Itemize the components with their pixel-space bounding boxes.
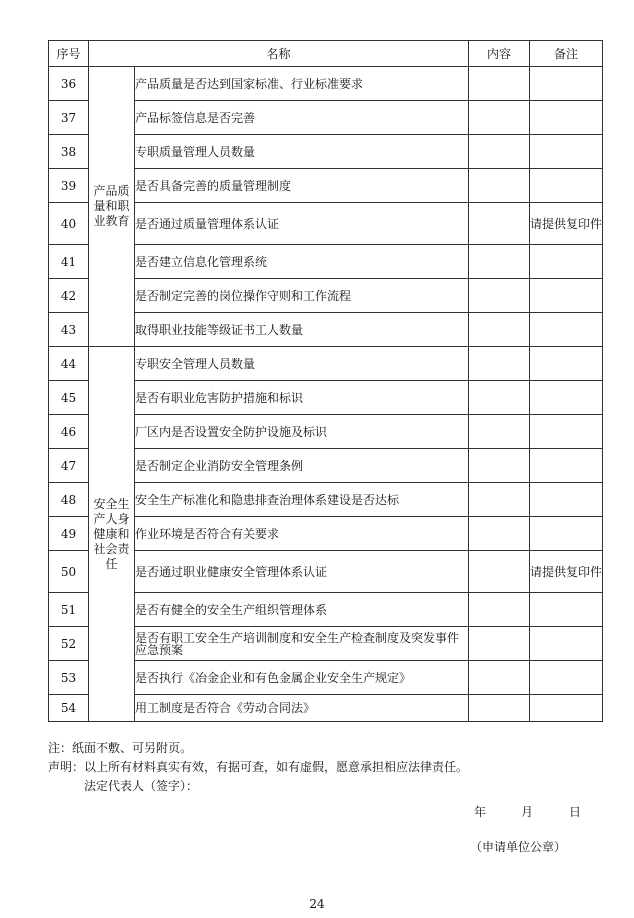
row-item: 取得职业技能等级证书工人数量 xyxy=(135,313,469,347)
row-number: 51 xyxy=(49,593,89,627)
content-cell xyxy=(469,203,530,245)
content-cell xyxy=(469,169,530,203)
footer-note: 注：纸面不敷、可另附页。 xyxy=(48,741,193,755)
row-item: 产品标签信息是否完善 xyxy=(135,101,469,135)
row-number: 53 xyxy=(49,661,89,695)
content-cell xyxy=(469,347,530,381)
row-number: 52 xyxy=(49,627,89,661)
content-cell xyxy=(469,593,530,627)
content-cell xyxy=(469,245,530,279)
content-cell xyxy=(469,517,530,551)
row-item: 是否有职工安全生产培训制度和安全生产检查制度及突发事件应急预案 xyxy=(135,627,469,661)
date-day: 日 xyxy=(569,805,582,819)
row-item: 产品质量是否达到国家标准、行业标准要求 xyxy=(135,67,469,101)
page-number: 24 xyxy=(309,897,325,911)
remark-cell xyxy=(530,135,603,169)
row-number: 54 xyxy=(49,695,89,722)
content-cell xyxy=(469,135,530,169)
row-item: 作业环境是否符合有关要求 xyxy=(135,517,469,551)
content-cell xyxy=(469,101,530,135)
applicant-seal: （申请单位公章） xyxy=(470,840,567,854)
remark-cell xyxy=(530,347,603,381)
row-number: 36 xyxy=(49,67,89,101)
remark-cell xyxy=(530,517,603,551)
row-item: 是否制定完善的岗位操作守则和工作流程 xyxy=(135,279,469,313)
content-cell xyxy=(469,695,530,722)
row-item: 是否制定企业消防安全管理条例 xyxy=(135,449,469,483)
row-item: 是否通过质量管理体系认证 xyxy=(135,203,469,245)
table-header-row xyxy=(49,41,603,67)
content-cell xyxy=(469,67,530,101)
row-item: 用工制度是否符合《劳动合同法》 xyxy=(135,695,469,722)
remark-cell xyxy=(530,169,603,203)
row-number: 38 xyxy=(49,135,89,169)
row-item: 是否有职业危害防护措施和标识 xyxy=(135,381,469,415)
remark-cell xyxy=(530,593,603,627)
remark-cell: 请提供复印件 xyxy=(530,203,603,245)
table-row xyxy=(49,67,603,101)
remark-cell xyxy=(530,313,603,347)
row-number: 45 xyxy=(49,381,89,415)
remark-cell xyxy=(530,245,603,279)
remark-cell xyxy=(530,381,603,415)
date-year: 年 xyxy=(474,805,487,819)
remark-cell xyxy=(530,67,603,101)
row-number: 40 xyxy=(49,203,89,245)
remark-cell xyxy=(530,415,603,449)
remark-cell xyxy=(530,695,603,722)
row-number: 43 xyxy=(49,313,89,347)
content-cell xyxy=(469,661,530,695)
date-month: 月 xyxy=(521,805,534,819)
remark-cell xyxy=(530,279,603,313)
category-safety: 安全生产人身健康和社会责任 xyxy=(89,347,135,722)
content-cell xyxy=(469,381,530,415)
row-item: 是否具备完善的质量管理制度 xyxy=(135,169,469,203)
content-cell xyxy=(469,627,530,661)
row-item: 是否有健全的安全生产组织管理体系 xyxy=(135,593,469,627)
row-item: 是否执行《冶金企业和有色金属企业安全生产规定》 xyxy=(135,661,469,695)
header-content: 内容 xyxy=(469,41,530,67)
footer-declaration: 声明：以上所有材料真实有效，有据可查，如有虚假，愿意承担相应法律责任。 xyxy=(48,760,469,774)
row-number: 48 xyxy=(49,483,89,517)
row-item: 厂区内是否设置安全防护设施及标识 xyxy=(135,415,469,449)
remark-cell xyxy=(530,627,603,661)
content-cell xyxy=(469,313,530,347)
row-number: 50 xyxy=(49,551,89,593)
row-number: 41 xyxy=(49,245,89,279)
remark-cell: 请提供复印件 xyxy=(530,551,603,593)
category-quality: 产品质量和职业教育 xyxy=(89,67,135,347)
row-number: 46 xyxy=(49,415,89,449)
remark-cell xyxy=(530,661,603,695)
header-remark: 备注 xyxy=(530,41,603,67)
content-cell xyxy=(469,551,530,593)
row-number: 44 xyxy=(49,347,89,381)
row-number: 37 xyxy=(49,101,89,135)
legal-representative-signature: 法定代表人（签字）： xyxy=(84,779,199,793)
row-item: 专职安全管理人员数量 xyxy=(135,347,469,381)
header-name: 名称 xyxy=(89,41,469,67)
content-cell xyxy=(469,279,530,313)
content-cell xyxy=(469,415,530,449)
row-number: 39 xyxy=(49,169,89,203)
remark-cell xyxy=(530,449,603,483)
row-item: 是否建立信息化管理系统 xyxy=(135,245,469,279)
row-number: 49 xyxy=(49,517,89,551)
remark-cell xyxy=(530,483,603,517)
row-number: 42 xyxy=(49,279,89,313)
content-cell xyxy=(469,483,530,517)
row-item: 安全生产标准化和隐患排查治理体系建设是否达标 xyxy=(135,483,469,517)
header-index: 序号 xyxy=(49,41,89,67)
remark-cell xyxy=(530,101,603,135)
table-row xyxy=(49,347,603,381)
content-cell xyxy=(469,449,530,483)
row-number: 47 xyxy=(49,449,89,483)
row-item: 是否通过职业健康安全管理体系认证 xyxy=(135,551,469,593)
row-item: 专职质量管理人员数量 xyxy=(135,135,469,169)
application-table xyxy=(48,40,603,722)
